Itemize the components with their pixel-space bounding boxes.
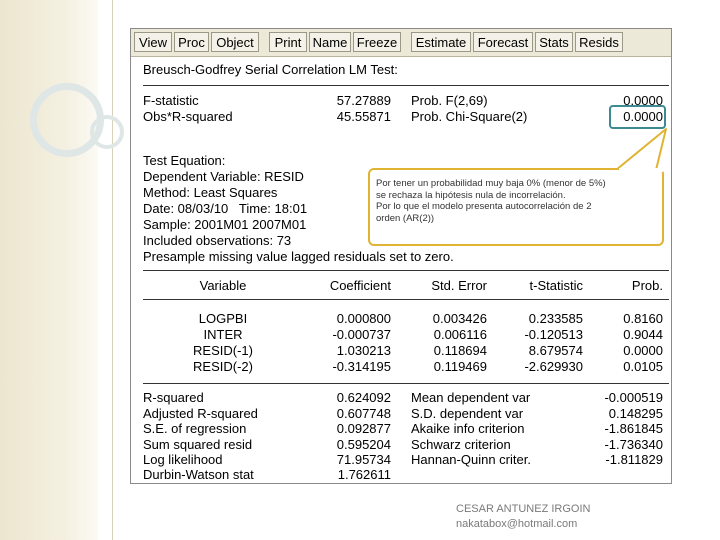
divider bbox=[143, 299, 669, 300]
stat-value: 71.95734 bbox=[336, 452, 391, 467]
coef-header: Prob. bbox=[631, 278, 663, 293]
stat-label: R-squared bbox=[143, 390, 204, 405]
divider bbox=[143, 85, 669, 86]
coef-value: 0.000800 bbox=[336, 311, 391, 326]
coef-header: Coefficient bbox=[329, 278, 391, 293]
stat-label: S.E. of regression bbox=[143, 421, 247, 436]
coef-header: Std. Error bbox=[431, 278, 487, 293]
estimate-button[interactable]: Estimate bbox=[411, 32, 471, 52]
coef-variable: INTER bbox=[203, 327, 243, 342]
lm-prob-label: Prob. F(2,69) bbox=[411, 93, 488, 108]
annotation-callout bbox=[368, 168, 664, 246]
stat-label: Log likelihood bbox=[143, 452, 223, 467]
eviews-output-window bbox=[130, 28, 672, 484]
stat-value: 0.624092 bbox=[336, 390, 391, 405]
stat-label: Hannan-Quinn criter. bbox=[411, 452, 531, 467]
stat-value: 0.092877 bbox=[336, 421, 391, 436]
coef-tstat: 0.233585 bbox=[528, 311, 583, 326]
lm-label: F-statistic bbox=[143, 93, 199, 108]
slide-decoration-line bbox=[112, 0, 113, 540]
divider bbox=[143, 270, 669, 271]
forecast-button[interactable]: Forecast bbox=[473, 32, 533, 52]
decoration-ring-small bbox=[90, 115, 124, 149]
equation-info-line: Method: Least Squares bbox=[143, 185, 278, 200]
decoration-ring bbox=[30, 83, 104, 157]
coef-prob: 0.8160 bbox=[623, 311, 663, 326]
stat-label: S.D. dependent var bbox=[411, 406, 524, 421]
coef-tstat: -0.120513 bbox=[524, 327, 583, 342]
resids-button[interactable]: Resids bbox=[575, 32, 623, 52]
callout-line: se rechaza la hipótesis nula de incorrelación. bbox=[376, 189, 566, 201]
callout-line: orden (AR(2)) bbox=[376, 212, 435, 224]
coef-stderr: 0.119469 bbox=[433, 359, 487, 374]
stat-value: 0.148295 bbox=[608, 406, 663, 421]
stat-value: -1.736340 bbox=[604, 437, 663, 452]
proc-button[interactable]: Proc bbox=[174, 32, 209, 52]
toolbar bbox=[131, 29, 671, 57]
stat-value: 1.762611 bbox=[337, 467, 391, 482]
coef-prob: 0.9044 bbox=[623, 327, 663, 342]
coef-header: Variable bbox=[199, 278, 247, 293]
print-button[interactable]: Print bbox=[269, 32, 307, 52]
stat-value: -1.861845 bbox=[604, 421, 663, 436]
coef-stderr: 0.006116 bbox=[433, 327, 487, 342]
coef-prob: 0.0105 bbox=[623, 359, 663, 374]
lm-prob: 0.0000 bbox=[623, 93, 663, 108]
coef-value: 1.030213 bbox=[336, 343, 391, 358]
stat-label: Mean dependent var bbox=[411, 390, 531, 405]
stat-value: 0.595204 bbox=[336, 437, 391, 452]
equation-info-line: Dependent Variable: RESID bbox=[143, 169, 304, 184]
stat-label: Schwarz criterion bbox=[411, 437, 511, 452]
lm-prob: 0.0000 bbox=[623, 109, 663, 124]
author-email: nakatabox@hotmail.com bbox=[456, 518, 578, 530]
object-button[interactable]: Object bbox=[211, 32, 259, 52]
stats-button[interactable]: Stats bbox=[535, 32, 573, 52]
equation-info-line: Presample missing value lagged residuals set to zero. bbox=[143, 249, 454, 264]
coef-tstat: 8.679574 bbox=[528, 343, 583, 358]
coef-variable: RESID(-2) bbox=[193, 359, 253, 374]
coef-prob: 0.0000 bbox=[623, 343, 663, 358]
view-button[interactable]: View bbox=[134, 32, 172, 52]
coef-stderr: 0.003426 bbox=[432, 311, 487, 326]
equation-info-line: Date: 08/03/10 Time: 18:01 bbox=[143, 201, 308, 216]
freeze-button[interactable]: Freeze bbox=[353, 32, 401, 52]
lm-value: 45.55871 bbox=[336, 109, 391, 124]
stat-value: 0.607748 bbox=[336, 406, 391, 421]
stat-value: -1.811829 bbox=[605, 452, 663, 467]
author-name: CESAR ANTUNEZ IRGOIN bbox=[456, 503, 591, 515]
coef-stderr: 0.118694 bbox=[433, 343, 487, 358]
callout-line: Por lo que el modelo presenta autocorrelación de 2 bbox=[376, 201, 592, 212]
stat-value: -0.000519 bbox=[604, 390, 663, 405]
coef-value: -0.000737 bbox=[332, 327, 391, 342]
coef-variable: LOGPBI bbox=[198, 311, 248, 326]
lm-value: 57.27889 bbox=[336, 93, 391, 108]
coef-tstat: -2.629930 bbox=[524, 359, 583, 374]
slide-decoration-strip bbox=[0, 0, 98, 540]
divider bbox=[143, 383, 669, 384]
stat-label: Durbin-Watson stat bbox=[143, 467, 254, 482]
callout-line: Por tener un probabilidad muy baja 0% (menor de 5%) bbox=[376, 178, 606, 189]
equation-info-line: Included observations: 73 bbox=[143, 233, 292, 248]
prob-highlight-box bbox=[609, 105, 666, 129]
stat-label: Sum squared resid bbox=[143, 437, 253, 452]
equation-info-line: Test Equation: bbox=[143, 153, 226, 168]
equation-info-line: Sample: 2001M01 2007M01 bbox=[143, 217, 307, 232]
lm-prob-label: Prob. Chi-Square(2) bbox=[411, 109, 528, 124]
lm-label: Obs*R-squared bbox=[143, 109, 233, 124]
coef-variable: RESID(-1) bbox=[193, 343, 253, 358]
stat-label: Adjusted R-squared bbox=[143, 406, 258, 421]
coef-value: -0.314195 bbox=[332, 359, 391, 374]
output-content bbox=[133, 59, 669, 481]
test-title: Breusch-Godfrey Serial Correlation LM Test: bbox=[143, 62, 398, 77]
name-button[interactable]: Name bbox=[309, 32, 351, 52]
coef-header: t-Statistic bbox=[529, 278, 583, 293]
stat-label: Akaike info criterion bbox=[411, 421, 525, 436]
